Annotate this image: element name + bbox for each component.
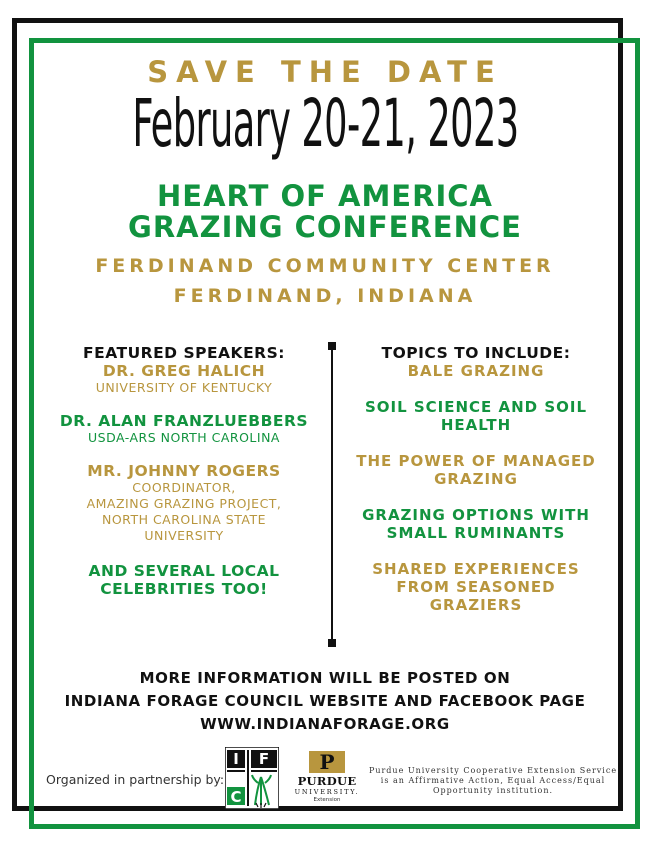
speaker-entry: [34, 362, 334, 396]
speaker-name: DR. GREG HALICH: [102, 362, 266, 380]
topic-item: [342, 560, 610, 614]
save-the-date-heading: SAVE THE DATE: [147, 55, 503, 89]
purdue-extension-logo: [291, 751, 363, 807]
topic-line: SMALL RUMINANTS: [386, 524, 566, 542]
speakers-closing-note: [34, 562, 334, 598]
speaker-affiliation: UNIVERSITY OF KENTUCKY: [95, 380, 273, 395]
topics-column: [342, 344, 610, 614]
organized-by-label: Organized in partnership by:: [46, 772, 225, 787]
divider-bottom-dot: [328, 639, 336, 647]
speaker-affiliation: COORDINATOR,: [132, 480, 236, 495]
more-info-website-line: INDIANA FORAGE COUNCIL WEBSITE AND FACEBOOK PAGE: [64, 692, 586, 710]
ifc-letter-f: F: [258, 750, 270, 768]
topic-line: HEALTH: [440, 416, 512, 434]
topic-item: [342, 398, 610, 434]
eoe-disclaimer: Purdue University Cooperative Extension Service is an Affirmative Action, Equal Access/Equal Opportunity institution.: [368, 766, 618, 795]
topic-line: THE POWER OF MANAGED: [356, 452, 596, 470]
speaker-affiliation: NORTH CAROLINA STATE: [101, 512, 267, 527]
topic-line: SOIL SCIENCE AND SOIL: [364, 398, 588, 416]
purdue-p-icon: P: [309, 751, 345, 773]
featured-speakers-heading: FEATURED SPEAKERS:: [83, 344, 285, 362]
speaker-affiliation: AMAZING GRAZING PROJECT,: [86, 496, 282, 511]
topic-line: GRAZING OPTIONS WITH: [362, 506, 590, 524]
topic-item: [342, 362, 610, 380]
ifc-letter-i: I: [233, 750, 239, 768]
purdue-extension-label: Extension: [313, 797, 341, 803]
speaker-entry: [34, 412, 334, 446]
ifc-logo: [225, 747, 279, 809]
topic-line: GRAZING: [434, 470, 518, 488]
ifc-letter-c: C: [230, 788, 242, 806]
topics-heading: TOPICS TO INCLUDE:: [381, 344, 571, 362]
speaker-name: MR. JOHNNY ROGERS: [87, 462, 281, 480]
venue-location: FERDINAND, INDIANA: [173, 285, 477, 307]
speaker-name: DR. ALAN FRANZLUEBBERS: [59, 412, 309, 430]
purdue-university-label: UNIVERSITY.: [294, 788, 360, 796]
column-divider: [331, 344, 333, 642]
topic-item: [342, 506, 610, 542]
speakers-closing-line: AND SEVERAL LOCAL: [88, 562, 280, 580]
speaker-affiliation: USDA-ARS NORTH CAROLINA: [88, 430, 280, 445]
divider-top-dot: [328, 342, 336, 350]
topic-line: BALE GRAZING: [407, 362, 545, 380]
speaker-entry: [34, 462, 334, 544]
topic-line: SHARED EXPERIENCES: [372, 560, 580, 578]
conference-title-line1: HEART OF AMERICA: [157, 179, 493, 213]
speaker-affiliation: UNIVERSITY: [144, 528, 224, 543]
purdue-wordmark: PURDUE: [297, 774, 357, 788]
more-info-line: MORE INFORMATION WILL BE POSTED ON: [139, 669, 511, 687]
topic-line: FROM SEASONED: [396, 578, 556, 596]
website-url[interactable]: WWW.INDIANAFORAGE.ORG: [200, 715, 450, 733]
conference-title-line2: GRAZING CONFERENCE: [128, 210, 522, 244]
featured-speakers-column: [34, 344, 334, 598]
topic-item: [342, 452, 610, 488]
topic-line: GRAZIERS: [429, 596, 523, 614]
event-date: February 20-21, 2023: [131, 85, 519, 162]
speakers-closing-line: CELEBRITIES TOO!: [100, 580, 268, 598]
venue-name: FERDINAND COMMUNITY CENTER: [95, 255, 555, 277]
